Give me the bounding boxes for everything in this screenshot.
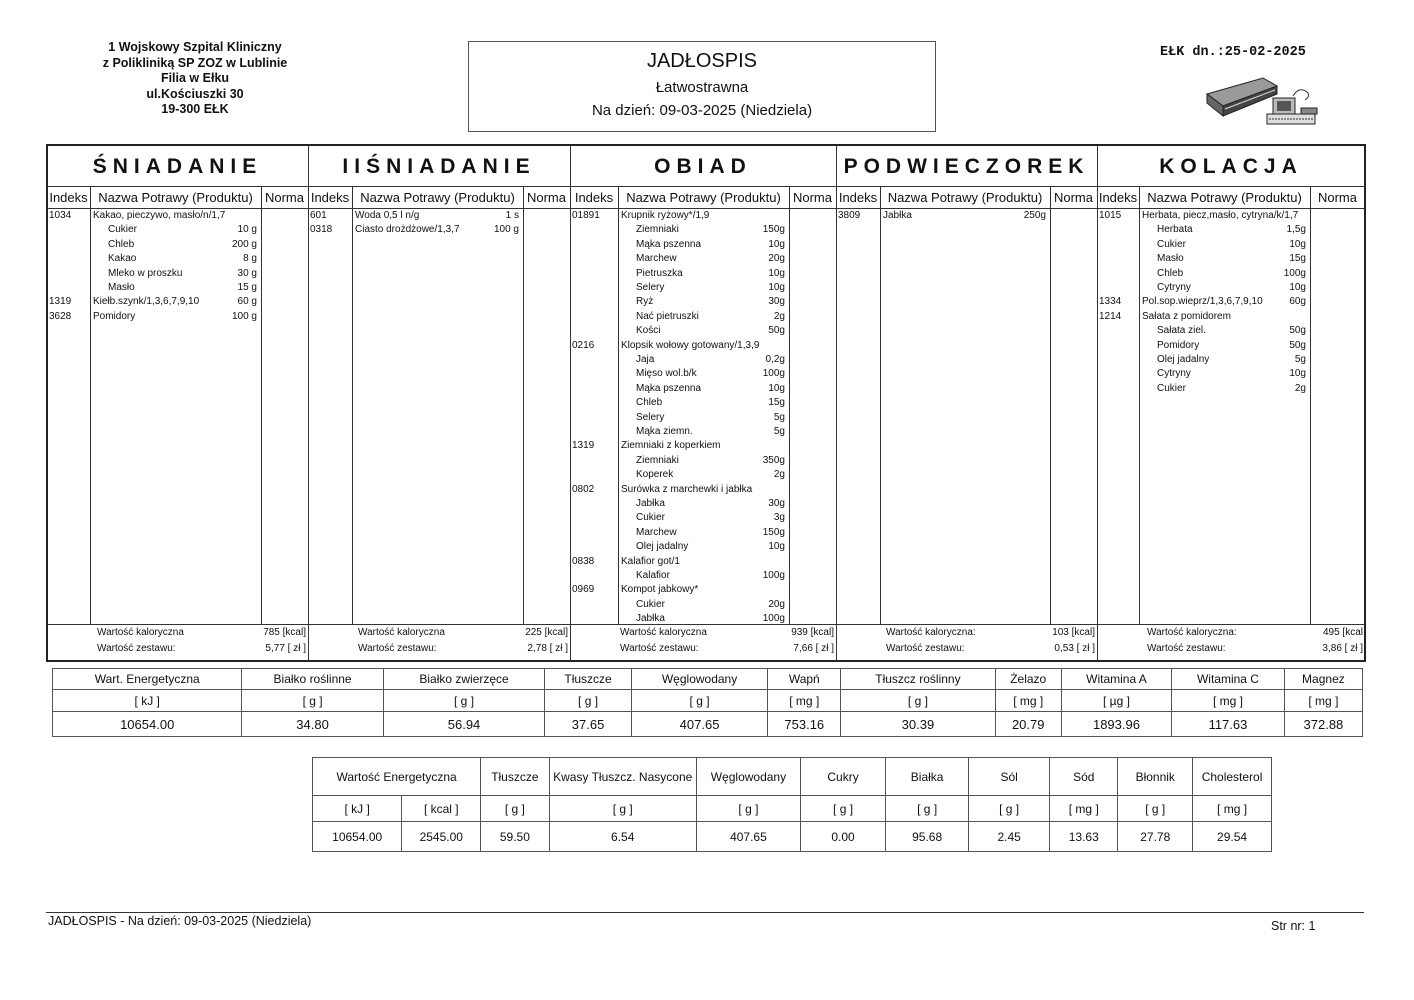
ingredient-name: Pomidory [1157,339,1200,351]
dish-name: Pol.sop.wieprz/1,3,6,7,9,10 [1142,296,1263,308]
column-divider [352,186,353,624]
set-cost-label: Wartość zestawu: [1147,643,1226,654]
column-divider [1139,186,1140,624]
ingredient-name: Cytryny [1157,368,1191,380]
nutrient-header: Kwasy Tłuszcz. Nasycone [549,758,696,796]
column-header-index: Indeks [49,189,88,205]
entry-norm: 100 g [231,310,257,322]
calorie-value: 103 [kcal] [1052,627,1095,638]
nutrient-header: Witamina A [1061,669,1171,690]
entry-norm: 100 g [493,224,519,236]
entry-norm: 100g [762,368,785,380]
section-divider [836,145,837,661]
entry-norm: 1,5g [1286,224,1306,236]
nutrient-value: 10654.00 [313,822,402,852]
hospital-line: 1 Wojskowy Szpital Kliniczny [108,40,282,54]
nutrient-value: 2.45 [969,822,1050,852]
calorie-value: 225 [kcal] [525,627,568,638]
column-divider [261,186,262,624]
entry-norm: 3g [773,512,785,524]
menu-date: Na dzień: 09-03-2025 (Niedziela) [591,102,813,119]
nutrient-unit: [ mg ] [1193,796,1272,822]
ingredient-name: Chleb [1157,267,1184,279]
entry-norm: 10g [768,238,785,250]
footer-text: JADŁOSPIS - Na dzień: 09-03-2025 (Niedziela) [48,914,312,928]
set-cost-label: Wartość zestawu: [358,643,437,654]
section-divider [308,145,309,661]
nutrient-value: 20.79 [995,712,1061,737]
column-header-name: Nazwa Potrawy (Produktu) [626,189,781,205]
section-title: IIŚNIADANIE [342,155,536,178]
nutrient-value: 34.80 [242,712,383,737]
dish-name: Pomidory [93,310,136,322]
entry-norm: 150g [762,224,785,236]
entry-norm: 8 g [243,253,257,265]
dish-name: Herbata, piecz,masło, cytryna/k/1,7 [1142,210,1299,221]
entry-index: 0969 [572,584,595,596]
nutrient-unit: [ mg ] [1284,690,1362,712]
entry-norm: 100g [762,613,785,625]
entry-index: 0802 [572,483,595,495]
column-header-name: Nazwa Potrawy (Produktu) [98,189,253,205]
nutrient-unit: [ mg ] [1172,690,1285,712]
summary-divider [47,624,1365,625]
section-title: OBIAD [654,155,752,178]
nutrient-unit: [ g ] [969,796,1050,822]
column-header-norm: Norma [1053,189,1093,205]
ingredient-name: Ryż [636,296,654,308]
set-cost-label: Wartość zestawu: [97,643,176,654]
footer-divider [46,912,1364,913]
entry-norm: 50g [768,325,785,337]
ingredient-name: Herbata [1157,224,1193,236]
ingredient-name: Selery [636,411,665,423]
entry-norm: 20g [768,253,785,265]
column-header-norm: Norma [526,189,566,205]
nutrient-header: Tłuszcze [545,669,631,690]
nutrient-value: 407.65 [631,712,768,737]
nutrient-unit: [ kJ ] [53,690,242,712]
entry-norm: 50g [1289,339,1306,351]
nutrient-header: Białko zwierzęce [383,669,545,690]
ingredient-name: Jaja [636,354,655,365]
city-date: EŁK dn.:25-02-2025 [1160,45,1306,60]
column-header-index: Indeks [838,189,878,205]
ingredient-name: Ziemniaki [636,454,679,466]
section-title: PODWIECZOREK [843,155,1090,178]
ingredient-name: Kakao [108,253,137,265]
set-cost-label: Wartość zestawu: [886,643,965,654]
ingredient-name: Kalafior [636,570,670,581]
nutrient-value: 29.54 [1193,822,1272,852]
nutrient-unit: [ kcal ] [402,796,481,822]
entry-norm: 10g [768,267,785,279]
entry-norm: 5g [773,426,785,437]
entry-norm: 100g [1283,267,1306,279]
column-header-index: Indeks [574,189,614,205]
column-header-norm: Norma [264,189,304,205]
hospital-name-block [90,40,300,118]
ingredient-name: Jabłka [636,613,665,625]
entry-norm: 10g [768,282,785,293]
dish-name: Ciasto drożdżowe/1,3,7 [355,224,460,236]
ingredient-name: Pietruszka [636,267,683,279]
nutrient-header: Wapń [768,669,841,690]
entry-norm: 30 g [237,267,257,279]
entry-index: 0838 [572,555,595,567]
calorie-value: 495 [kcal [1322,627,1363,638]
ingredient-name: Marchew [636,253,677,265]
nutrition-table-main [52,668,1363,737]
nutrient-header: Wartość Energetyczna [313,758,481,796]
nutrient-value: 30.39 [841,712,995,737]
column-header-norm: Norma [1317,189,1357,205]
column-header-index: Indeks [310,189,350,205]
hospital-line: 19-300 EŁK [161,102,229,116]
nutrient-header: Węglowodany [631,669,768,690]
entry-index: 1015 [1099,210,1122,221]
dish-name: Kalafior got/1 [621,555,680,567]
entry-norm: 5g [1294,354,1306,365]
entry-index: 01891 [572,210,600,221]
column-divider [523,186,524,624]
entry-norm: 30g [768,498,785,509]
nutrient-unit: [ g ] [800,796,885,822]
entry-norm: 2g [773,310,785,322]
nutrient-value: 59.50 [481,822,549,852]
hospital-line: Filia w Ełku [160,71,230,85]
nutrient-value: 407.65 [696,822,800,852]
section-title: KOLACJA [1159,155,1303,178]
nutrient-header: Sól [969,758,1050,796]
column-divider [880,186,881,624]
nutrient-unit: [ kJ ] [313,796,402,822]
column-divider [618,186,619,624]
nutrient-value: 95.68 [886,822,969,852]
entry-index: 601 [310,210,327,221]
ingredient-name: Cukier [636,512,665,524]
entry-norm: 50g [1289,325,1306,337]
column-divider [1310,186,1311,624]
dish-name: Jabłka [883,210,912,221]
entry-norm: 0,2g [765,354,785,365]
title-box [468,41,936,132]
dish-name: Ziemniaki z koperkiem [621,440,721,452]
page-number: Str nr: 1 [1271,919,1316,933]
nutrient-value: 2545.00 [402,822,481,852]
calorie-label: Wartość kaloryczna [97,627,184,638]
ingredient-name: Mięso wol.b/k [636,368,697,380]
entry-norm: 15g [768,397,785,409]
set-cost-value: 7,66 [ zł ] [793,643,834,654]
nutrient-value: 6.54 [549,822,696,852]
nutrient-header: Witamina C [1172,669,1285,690]
calorie-label: Wartość kaloryczna [620,627,707,638]
entry-index: 1034 [49,210,72,221]
ingredient-name: Olej jadalny [636,541,689,553]
dish-name: Kiełb.szynk/1,3,6,7,9,10 [93,296,200,308]
dish-name: Woda 0,5 l n/g [355,210,420,221]
entry-norm: 10g [1289,282,1306,293]
ingredient-name: Cytryny [1157,282,1191,293]
column-header-index: Indeks [1098,189,1138,205]
entry-norm: 2g [1294,382,1306,394]
nutrient-header: Węglowodany [696,758,800,796]
ingredient-name: Selery [636,282,665,293]
ingredient-name: Nać pietruszki [636,310,699,322]
nutrient-header: Cholesterol [1193,758,1272,796]
nutrient-unit: [ mg ] [1050,796,1118,822]
entry-index: 1319 [572,440,595,452]
nutrient-header: Żelazo [995,669,1061,690]
entry-norm: 10 g [237,224,257,236]
set-cost-value: 5,77 [ zł ] [265,643,306,654]
nutrient-header: Sód [1050,758,1118,796]
column-header-norm: Norma [792,189,832,205]
section-divider [1097,145,1098,661]
entry-norm: 10g [1289,238,1306,250]
ingredient-name: Marchew [636,526,677,538]
ingredient-name: Cukier [1157,382,1186,394]
ingredient-name: Chleb [108,238,135,250]
ingredient-name: Sałata ziel. [1157,325,1206,337]
dish-name: Sałata z pomidorem [1142,310,1231,322]
dish-name: Kompot jabkowy* [621,584,699,596]
nutrient-header: Białko roślinne [242,669,383,690]
column-header-name: Nazwa Potrawy (Produktu) [1147,189,1302,205]
nutrient-unit: [ g ] [696,796,800,822]
calorie-value: 939 [kcal] [791,627,834,638]
nutrient-unit: [ g ] [383,690,545,712]
nutrient-header: Tłuszcze [481,758,549,796]
entry-index: 1319 [49,296,72,308]
nutrient-header: Cukry [800,758,885,796]
column-divider [789,186,790,624]
nutrient-value: 56.94 [383,712,545,737]
entry-norm: 15 g [237,282,257,293]
column-divider [90,186,91,624]
nutrient-header: Białka [886,758,969,796]
nutrient-unit: [ g ] [545,690,631,712]
entry-norm: 150g [762,526,785,538]
column-divider [1050,186,1051,624]
nutrient-value: 0.00 [800,822,885,852]
hospital-line: ul.Kościuszki 30 [146,86,244,101]
ingredient-name: Cukier [636,598,665,610]
entry-norm: 10g [768,382,785,394]
nutrient-unit: [ g ] [549,796,696,822]
nutrient-value: 1893.96 [1061,712,1171,737]
entry-norm: 60g [1289,296,1306,308]
nutrient-unit: [ µg ] [1061,690,1171,712]
nutrient-unit: [ mg ] [768,690,841,712]
entry-index: 3809 [838,210,861,221]
nutrient-value: 37.65 [545,712,631,737]
entry-norm: 10g [768,541,785,553]
entry-norm: 30g [768,296,785,308]
calorie-label: Wartość kaloryczna [358,627,445,638]
entry-norm: 2g [773,469,785,481]
nutrient-unit: [ g ] [242,690,383,712]
nutrient-unit: [ g ] [631,690,768,712]
section-divider [570,145,571,661]
ingredient-name: Jabłka [636,498,665,509]
set-cost-value: 3,86 [ zł ] [1322,643,1363,654]
ingredient-name: Mąka pszenna [636,238,702,250]
entry-norm: 10g [1289,368,1306,380]
book-computer-icon [1205,72,1320,130]
ingredient-name: Kości [636,325,661,337]
nutrient-header: Magnez [1284,669,1362,690]
dish-name: Kakao, pieczywo, masło/n/1,7 [93,210,226,221]
nutrient-value: 753.16 [768,712,841,737]
entry-norm: 200 g [231,238,257,250]
nutrient-header: Błonnik [1118,758,1193,796]
ingredient-name: Cukier [108,224,137,236]
entry-index: 0318 [310,224,333,236]
column-header-name: Nazwa Potrawy (Produktu) [887,189,1043,205]
section-title: ŚNIADANIE [92,155,263,178]
entry-norm: 100g [762,570,785,581]
ingredient-name: Masło [108,282,135,293]
nutrient-header: Wart. Energetyczna [53,669,242,690]
nutrient-value: 117.63 [1172,712,1285,737]
nutrient-value: 13.63 [1050,822,1118,852]
set-cost-label: Wartość zestawu: [620,643,699,654]
entry-norm: 1 s [505,210,519,221]
nutrient-unit: [ g ] [841,690,995,712]
ingredient-name: Chleb [636,397,663,409]
entry-index: 1214 [1099,310,1122,322]
nutrient-unit: [ g ] [1118,796,1193,822]
dish-name: Surówka z marchewki i jabłka [621,483,753,495]
entry-norm: 15g [1289,253,1306,265]
set-cost-value: 0,53 [ zł ] [1054,643,1095,654]
ingredient-name: Mleko w proszku [108,267,183,279]
calorie-label: Wartość kaloryczna: [886,627,976,638]
ingredient-name: Mąka pszenna [636,382,702,394]
dish-name: Klopsik wołowy gotowany/1,3,9 [621,339,760,351]
nutrient-header: Tłuszcz roślinny [841,669,995,690]
entry-index: 0216 [572,339,595,351]
calorie-label: Wartość kaloryczna: [1147,627,1237,638]
dish-name: Krupnik ryżowy*/1,9 [621,210,710,221]
nutrient-value: 10654.00 [53,712,242,737]
ingredient-name: Mąka ziemn. [636,426,693,437]
entry-norm: 20g [768,598,785,610]
entry-norm: 350g [762,454,785,466]
nutrient-unit: [ g ] [886,796,969,822]
ingredient-name: Ziemniaki [636,224,679,236]
entry-index: 1334 [1099,296,1122,308]
nutrition-table-secondary [312,757,1272,852]
ingredient-name: Koperek [636,469,674,481]
nutrient-value: 27.78 [1118,822,1193,852]
nutrient-unit: [ g ] [481,796,549,822]
ingredient-name: Masło [1157,253,1184,265]
nutrient-value: 372.88 [1284,712,1362,737]
ingredient-name: Cukier [1157,238,1186,250]
set-cost-value: 2,78 [ zł ] [527,643,568,654]
ingredient-name: Olej jadalny [1157,354,1210,365]
entry-index: 3628 [49,310,72,322]
hospital-line: z Polikliniką SP ZOZ w Lublinie [102,55,288,70]
entry-norm: 250g [1023,210,1046,221]
diet-name: Łatwostrawna [655,79,749,96]
page-title: JADŁOSPIS [646,50,758,72]
column-header-name: Nazwa Potrawy (Produktu) [360,189,515,205]
entry-norm: 60 g [237,296,257,308]
calorie-value: 785 [kcal] [263,627,306,638]
nutrient-unit: [ mg ] [995,690,1061,712]
entry-norm: 5g [773,411,785,423]
